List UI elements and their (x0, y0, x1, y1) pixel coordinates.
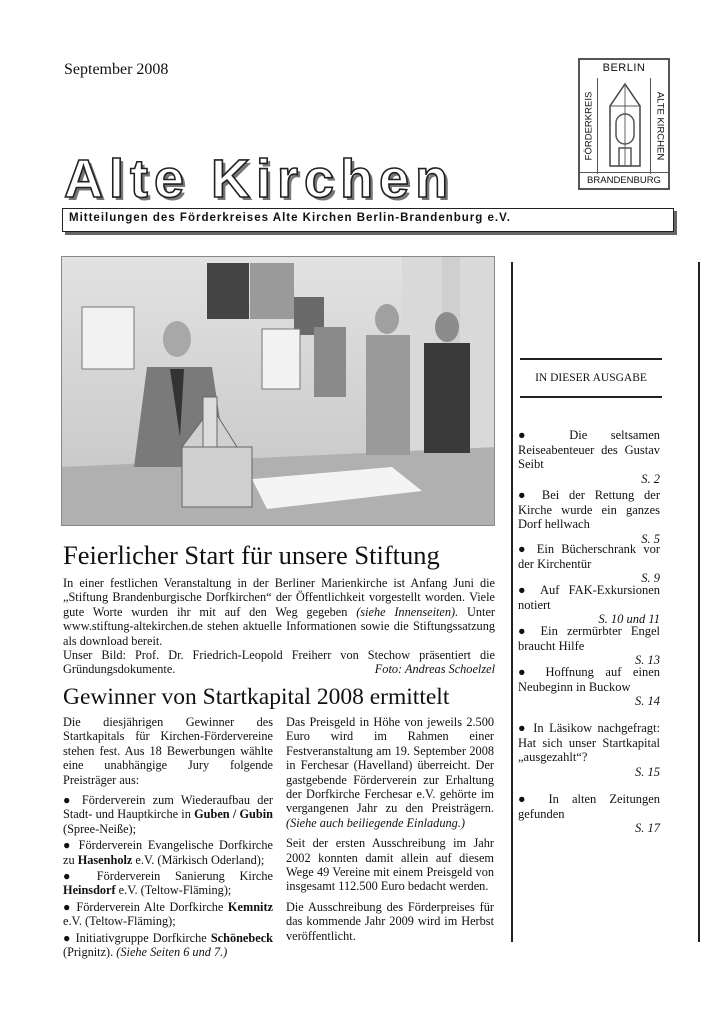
contents-item[interactable]: ● Auf FAK-Exkursionen notiert S. 10 und 11 (518, 583, 660, 626)
logo-top-text: BERLIN (602, 62, 646, 74)
contents-item[interactable]: ● Hoffnung auf einen Neubeginn in Buckow S. 14 (518, 665, 660, 708)
front-page-photo (61, 256, 495, 526)
article-column-2 (286, 715, 494, 949)
contents-item[interactable]: ● Die seltsamen Reiseabenteuer des Gustav Seibt S. 2 (518, 428, 660, 486)
contents-item[interactable]: ● In alten Zeitungen gefunden S. 17 (518, 792, 660, 835)
winner-item: ● Förderverein Evangelische Dorfkirche zu Hasenholz e.V. (Märkisch Oderland); (63, 838, 273, 867)
sidebar-left-rule (511, 262, 513, 942)
photo-illustration (62, 257, 495, 526)
article-paragraph: Seit der ersten Ausschreibung im Jahr 2002 konnten damit allein auf diesem Wege 49 Vereine mit einem Preisgeld von insgesamt 112.500 Euro bedacht werden. (286, 836, 494, 894)
sidebar-rule (520, 396, 662, 398)
church-logo-icon (602, 80, 648, 172)
sidebar-heading: IN DIESER AUSGABE (535, 372, 647, 384)
winner-item: ● Förderverein Sanierung Kirche Heinsdorf e.V. (Teltow-Fläming); (63, 869, 273, 898)
sidebar-rule (520, 358, 662, 360)
photo-credit: Foto: Andreas Schoelzel (374, 662, 495, 677)
article-column-1 (63, 715, 273, 962)
foerderkreis-logo (578, 58, 670, 190)
article-lead (63, 576, 495, 677)
contents-item[interactable]: ● Bei der Rettung der Kirche wurde ein ganzes Dorf hellwach S. 5 (518, 488, 660, 546)
photo-caption: Unser Bild: Prof. Dr. Friedrich-Leopold Freiherr von Stechow präsentiert die Gründungsdokumente. (63, 648, 495, 677)
winner-item: ● Förderverein zum Wiederaufbau der Stadt- und Hauptkirche in Guben / Gubin (Spree-Neiße); (63, 793, 273, 836)
logo-right-text: ALTE KIRCHEN (654, 91, 665, 161)
sidebar-right-rule (698, 262, 700, 942)
winner-item: ● Initiativgruppe Dorfkirche Schönebeck (Prignitz). (Siehe Seiten 6 und 7.) (63, 930, 273, 960)
contents-item[interactable]: ● Ein zermürbter Engel braucht Hilfe S. 13 (518, 624, 660, 667)
masthead-title: Alte Kirchen (64, 149, 455, 209)
article-paragraph: Das Preisgeld in Höhe von jeweils 2.500 Euro wird im Rahmen einer Festveranstaltung am 19. September 2008 in Ferchesar (Havelland) überreicht. Der gastgebende Förderverein zur Erhaltung der Dorfkirche Ferchesar e.V. gehörte im vergangenen Jahr zu den Preisträgern. (Siehe auch beiliegende Einladung.) (286, 715, 494, 830)
contents-item[interactable]: ● In Läsikow nachgefragt: Hat sich unser Startkapital „ausgezahlt“? S. 15 (518, 721, 660, 779)
logo-bottom-text: BRANDENBURG (580, 172, 668, 186)
contents-item[interactable]: ● Ein Bücherschrank vor der Kirchentür S. 9 (518, 542, 660, 585)
article-headline-2: Gewinner von Startkapital 2008 ermittelt (63, 684, 450, 710)
article-paragraph: In einer festlichen Veranstaltung in der Berliner Marienkirche ist Anfang Juni die „Stiftung Brandenburgische Dorfkirchen“ der Öffentlichkeit vorgestellt worden. Viele gute Worte wurden ihr mit auf den Weg gegeben (siehe Innenseiten). Unter www.stiftung-altekirchen.de stehen aktuelle Informationen sowie die Stiftungssatzung als download bereit. (63, 576, 495, 648)
article-paragraph: Die diesjährigen Gewinner des Startkapitals für Kirchen-Fördervereine stehen fest. Aus 18 Bewerbungen wählte eine unabhängige Jury folgende Preisträger aus: (63, 715, 273, 787)
article-paragraph: Die Ausschreibung des Förderpreises für das kommende Jahr 2009 wird im Herbst veröffentlicht. (286, 899, 494, 943)
masthead-subtitle-bar: Mitteilungen des Förderkreises Alte Kirchen Berlin-Brandenburg e.V. (62, 208, 674, 232)
article-headline: Feierlicher Start für unsere Stiftung (63, 540, 440, 570)
issue-date: September 2008 (64, 61, 169, 78)
winner-item: ● Förderverein Alte Dorfkirche Kemnitz e.V. (Teltow-Fläming); (63, 899, 273, 929)
logo-left-text: FÖRDERKREIS (583, 91, 594, 161)
